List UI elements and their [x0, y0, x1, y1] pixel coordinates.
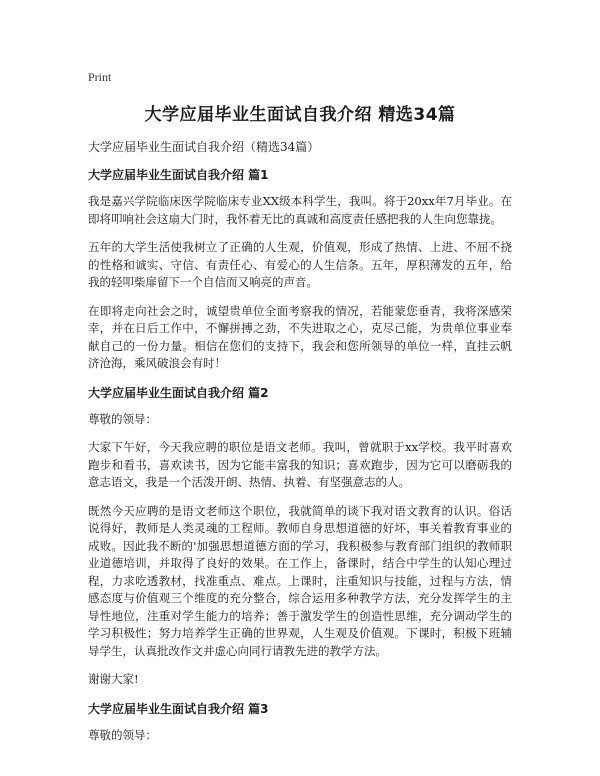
document-title: 大学应届毕业生面试自我介绍 精选34篇 [144, 105, 456, 125]
paragraph: 既然今天应聘的是语文老师这个职位，我就简单的谈下我对语文教育的认识。俗话说得好，教师是人类灵魂的工程师。教师自身思想道德的好坏，事关着教育事业的成败。因此我不断的'加强思想道德方面的学习，我积极参与教育部门组织的教师职业道德培训，并取得了良好的效果。在工作上，备课时，结合中学生的认知心理过程，力求吃透教材，找准重点、难点。上课时，注重知识与技能，过程与方法，情感态度与价值观三个维度的充分整合，综合运用多种教学方法，充分发挥学生的主导性地位，注重对学生能力的培养；善于激发学生的创造性思维，充分调动学生的学习积极性；努力培养学生正确的世界观，人生观及价值观。下课时，积极下班辅导学生，认真批改作文并虚心向同行请教先进的教学方法。 [88, 503, 512, 658]
paragraph-closing: 谢谢大家! [88, 672, 139, 686]
section-heading-1: 大学应届毕业生面试自我介绍 篇1 [88, 168, 269, 182]
paragraph-salutation: 尊敬的领导： [88, 411, 157, 426]
paragraph: 我是嘉兴学院临床医学院临床专业XX级本科学生，我叫。将于20xx年7月毕业。在即将叩响社会这扇大门时，我怀着无比的真诚和高度责任感把我的人生向您靠拢。 [88, 194, 512, 226]
paragraph: 大家下午好，今天我应聘的职位是语文老师。我叫，曾就职于xx学校。我平时喜欢跑步和看书，喜欢读书，因为它能丰富我的知识；喜欢跑步，因为它可以磨砺我的意志语文，我是一个活泼开朗、热情、执着、有坚强意志的人。 [88, 440, 512, 489]
section-heading-3: 大学应届毕业生面试自我介绍 篇3 [88, 701, 269, 716]
paragraph: 在即将走向社会之时，诚望贵单位全面考察我的情况，若能蒙您垂青，我将深感荣幸，并在日后工作中，不懈拼搏之劲，不失进取之心，克尽己能，为贵单位事业奉献自己的一份力量。相信在您们的支持下，我会和您所领导的单位一样，直挂云帆济沧海，乘风破浪会有时！ [88, 303, 512, 370]
print-label[interactable]: Print [88, 70, 112, 84]
section-heading-2: 大学应届毕业生面试自我介绍 篇2 [88, 385, 269, 400]
document-subtitle: 大学应届毕业生面试自我介绍（精选34篇） [88, 140, 320, 154]
paragraph: 五年的大学生活使我树立了正确的人生观，价值观，形成了热情、上进、不屈不挠的性格和诚实、守信、有责任心、有爱心的人生信条。五年，厚积薄发的五年，给我的轻叩柴扉留下一个自信而又响亮的声音。 [88, 240, 512, 289]
paragraph-salutation: 尊敬的领导： [88, 727, 157, 742]
